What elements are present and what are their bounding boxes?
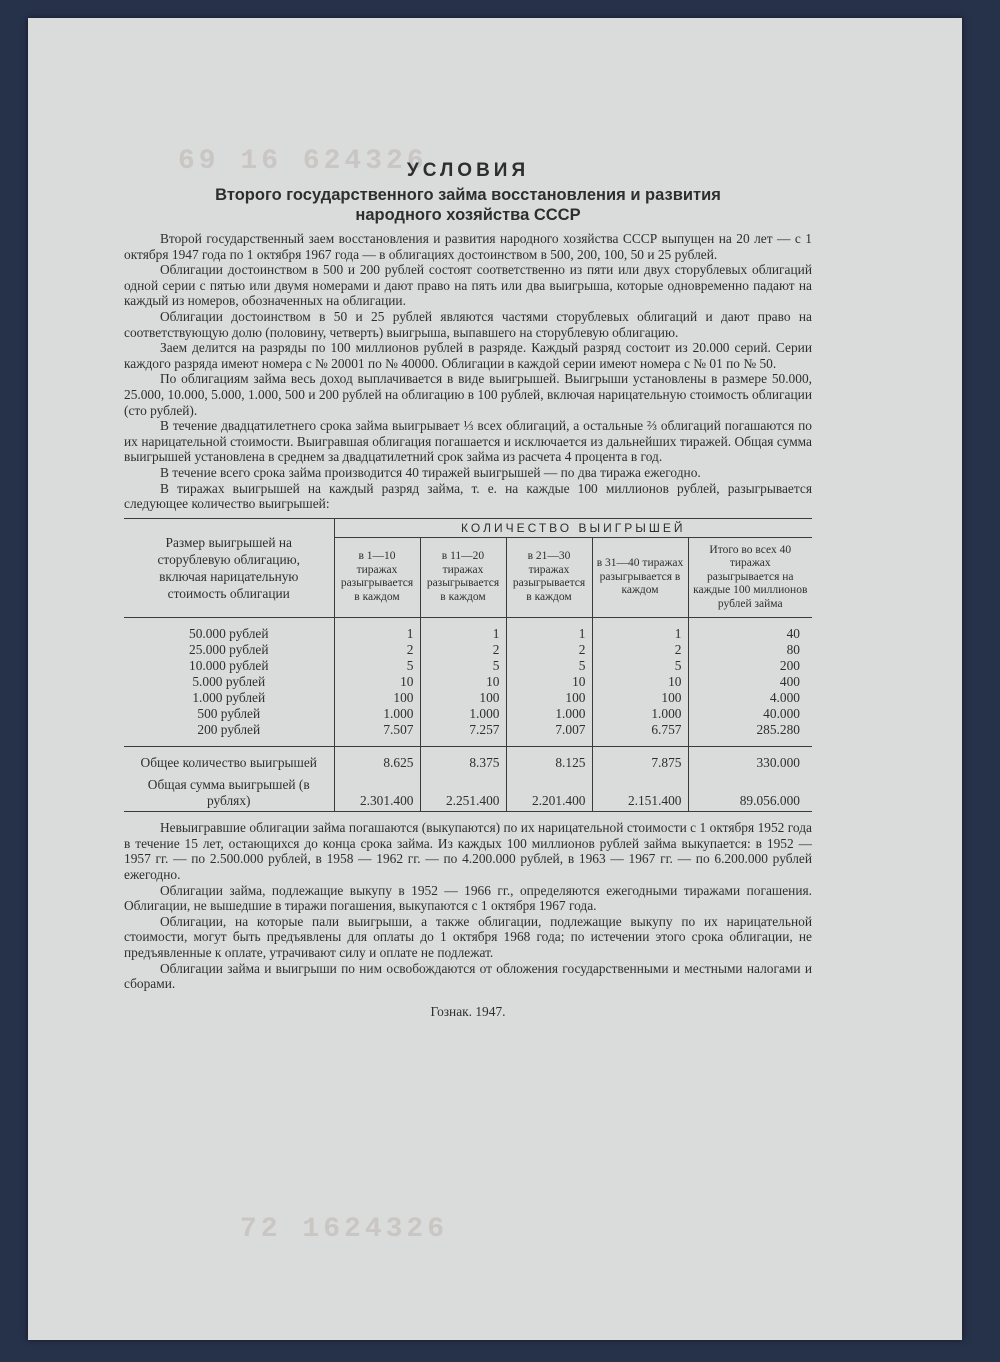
table-row	[124, 618, 812, 643]
table-cell: 40	[786, 626, 800, 642]
subtitle-line-1: Второго государственного займа восстановления и развития	[215, 186, 721, 204]
prize-table	[124, 518, 812, 813]
prize-label: 500 рублей	[124, 706, 334, 722]
table-cell: 7.007	[506, 722, 592, 747]
column-header: в 21—30 тиражах разыгрывается в каждом	[506, 537, 592, 618]
document-subtitle	[124, 185, 812, 225]
table-cell: 2	[420, 642, 506, 658]
table-row	[124, 706, 812, 722]
prize-count-header: КОЛИЧЕСТВО ВЫИГРЫШЕЙ	[334, 518, 812, 537]
column-header: в 31—40 тиражах разыгрывается в каждом	[592, 537, 688, 618]
bottom-serial-bleed: 72 1624326	[240, 1214, 449, 1245]
table-cell: 1	[592, 618, 688, 643]
table-row	[124, 674, 812, 690]
table-cell: 2	[592, 642, 688, 658]
prize-label: 25.000 рублей	[124, 642, 334, 658]
table-cell: 100	[592, 690, 688, 706]
prize-label: 10.000 рублей	[124, 658, 334, 674]
paragraph: Облигации займа и выигрыши по ним освобождаются от обложения государственными и местными налогами и сборами.	[124, 960, 812, 992]
total-sum-row	[124, 771, 812, 812]
document-title: УСЛОВИЯ	[406, 160, 530, 181]
conditions-after-table	[124, 820, 812, 992]
table-cell: 7.257	[420, 722, 506, 747]
paragraph: Облигации достоинством в 500 и 200 рублей состоят соответственно из пяти или двух сторублевых облигаций одной серии с пятью или двумя номерами и дают право на пять или два выигрыша, которые одновременно падают на каждый из номеров, обозначенных на облигации.	[124, 262, 812, 309]
table-cell: 100	[420, 690, 506, 706]
table-cell: 100	[506, 690, 592, 706]
top-serial-bleed: 69 16 624326	[178, 146, 428, 177]
column-header: Итого во всех 40 тиражах разыгрывается на каждые 100 миллионов рублей займа	[693, 543, 808, 610]
table-cell: 5	[592, 658, 688, 674]
table-row	[124, 722, 812, 747]
table-cell: 40.000	[763, 706, 800, 722]
table-cell: 10	[592, 674, 688, 690]
table-cell: 7.875	[592, 747, 688, 772]
paragraph: Облигации займа, подлежащие выкупу в 1952 — 1966 гг., определяются ежегодными тиражами погашения. Облигации, не вышедшие в тиражи погашения, выкупаются с 1 октября 1967 года.	[124, 882, 812, 914]
table-cell: 1.000	[420, 706, 506, 722]
paragraph: По облигациям займа весь доход выплачивается в виде выигрышей. Выигрыши установлены в размере 50.000, 25.000, 10.000, 5.000, 1.000, 500 и 200 рублей на облигацию в 100 рублей, включая нарицательную стоимость облигации (сто рублей).	[124, 371, 812, 418]
table-row	[124, 690, 812, 706]
table-cell: 6.757	[592, 722, 688, 747]
table-cell: 2.201.400	[506, 771, 592, 812]
table-cell: 2.301.400	[334, 771, 420, 812]
table-cell: 8.375	[420, 747, 506, 772]
table-cell: 5	[420, 658, 506, 674]
table-cell: 8.125	[506, 747, 592, 772]
total-count-label: Общее количество выигрышей	[124, 747, 334, 772]
printer-imprint: Гознак. 1947.	[430, 1003, 506, 1019]
table-cell: 89.056.000	[739, 793, 800, 809]
table-cell: 5	[506, 658, 592, 674]
table-cell: 80	[786, 642, 800, 658]
bond-conditions	[124, 160, 812, 1020]
prize-label: 5.000 рублей	[124, 674, 334, 690]
table-cell: 7.507	[334, 722, 420, 747]
table-cell: 5	[334, 658, 420, 674]
paragraph: В течение двадцатилетнего срока займа выигрывает ⅓ всех облигаций, а остальные ⅔ облигаций погашаются по их нарицательной стоимости. Выигравшая облигация погашается и исключается из дальнейших тиражей. Общая сумма выигрышей установлена в среднем за двадцатилетний срок займа из расчета 4 процента в год.	[124, 418, 812, 465]
table-cell: 285.280	[756, 722, 800, 738]
table-cell: 10	[506, 674, 592, 690]
table-cell: 10	[420, 674, 506, 690]
table-row	[124, 642, 812, 658]
prize-label: 50.000 рублей	[124, 618, 334, 643]
paragraph: В тиражах выигрышей на каждый разряд займа, т. е. на каждые 100 миллионов рублей, разыгрывается следующее количество выигрышей:	[124, 480, 812, 512]
prize-label: 1.000 рублей	[124, 690, 334, 706]
prize-label: 200 рублей	[124, 722, 334, 747]
total-count-row	[124, 747, 812, 772]
table-cell: 400	[779, 674, 800, 690]
total-sum-label: Общая сумма выигрышей (в рублях)	[124, 771, 334, 812]
table-cell: 1.000	[506, 706, 592, 722]
table-cell: 2.151.400	[592, 771, 688, 812]
table-cell: 1	[420, 618, 506, 643]
table-cell: 2.251.400	[420, 771, 506, 812]
table-cell: 8.625	[334, 747, 420, 772]
table-cell: 100	[334, 690, 420, 706]
table-row	[124, 658, 812, 674]
table-cell: 2	[506, 642, 592, 658]
table-cell: 1	[506, 618, 592, 643]
column-header: в 1—10 тиражах разыгрывается в каждом	[334, 537, 420, 618]
table-cell: 330.000	[688, 747, 812, 772]
paragraph: Второй государственный заем восстановления и развития народного хозяйства СССР выпущен на 20 лет — с 1 октября 1947 года по 1 октября 1967 года — в облигациях достоинством в 500, 200, 100, 50 и 25 рублей.	[124, 231, 812, 262]
column-header: в 11—20 тиражах разыгрывается в каждом	[420, 537, 506, 618]
paragraph: Невыигравшие облигации займа погашаются (выкупаются) по их нарицательной стоимости с 1 октября 1952 года в течение 15 лет, остающихся до конца срока займа. Из каждых 100 миллионов рублей займа выкупается: в 1952 — 1957 гг. — по 2.500.000 рублей, в 1958 — 1962 гг. — по 4.200.000 рублей, в 1963 — 1967 гг. — по 6.200.000 рублей ежегодно.	[124, 820, 812, 882]
table-cell: 1	[334, 618, 420, 643]
table-cell: 1.000	[334, 706, 420, 722]
table-cell: 4.000	[769, 690, 800, 706]
prize-size-header: Размер выигрышей на сторублевую облигацию, включая нарицательную стоимость облигации	[124, 518, 334, 618]
paragraph: Облигации, на которые пали выигрыши, а также облигации, подлежащие выкупу по их нарицательной стоимости, могут быть предъявлены для оплаты до 1 октября 1968 года; по истечении этого срока облигации, не предъявленные к оплате, утрачивают силу и оплате не подлежат.	[124, 913, 812, 960]
table-cell: 2	[334, 642, 420, 658]
subtitle-line-2: народного хозяйства СССР	[355, 206, 581, 224]
table-cell: 10	[334, 674, 420, 690]
paragraph: Облигации достоинством в 50 и 25 рублей являются частями сторублевых облигаций и дают право на соответствующую долю (половину, четверть) выигрыша, выпавшего на сторублевую облигацию.	[124, 308, 812, 340]
paragraph: Заем делится на разряды по 100 миллионов рублей в разряде. Каждый разряд состоит из 20.000 серий. Серии каждого разряда имеют номера с № 20001 по № 40000. Облигации в каждой серии имеют номера с № 01 по № 50.	[124, 340, 812, 371]
table-cell: 1.000	[592, 706, 688, 722]
table-cell: 200	[779, 658, 800, 674]
paragraph: В течение всего срока займа производится 40 тиражей выигрышей — по два тиража ежегодно.	[160, 464, 701, 480]
